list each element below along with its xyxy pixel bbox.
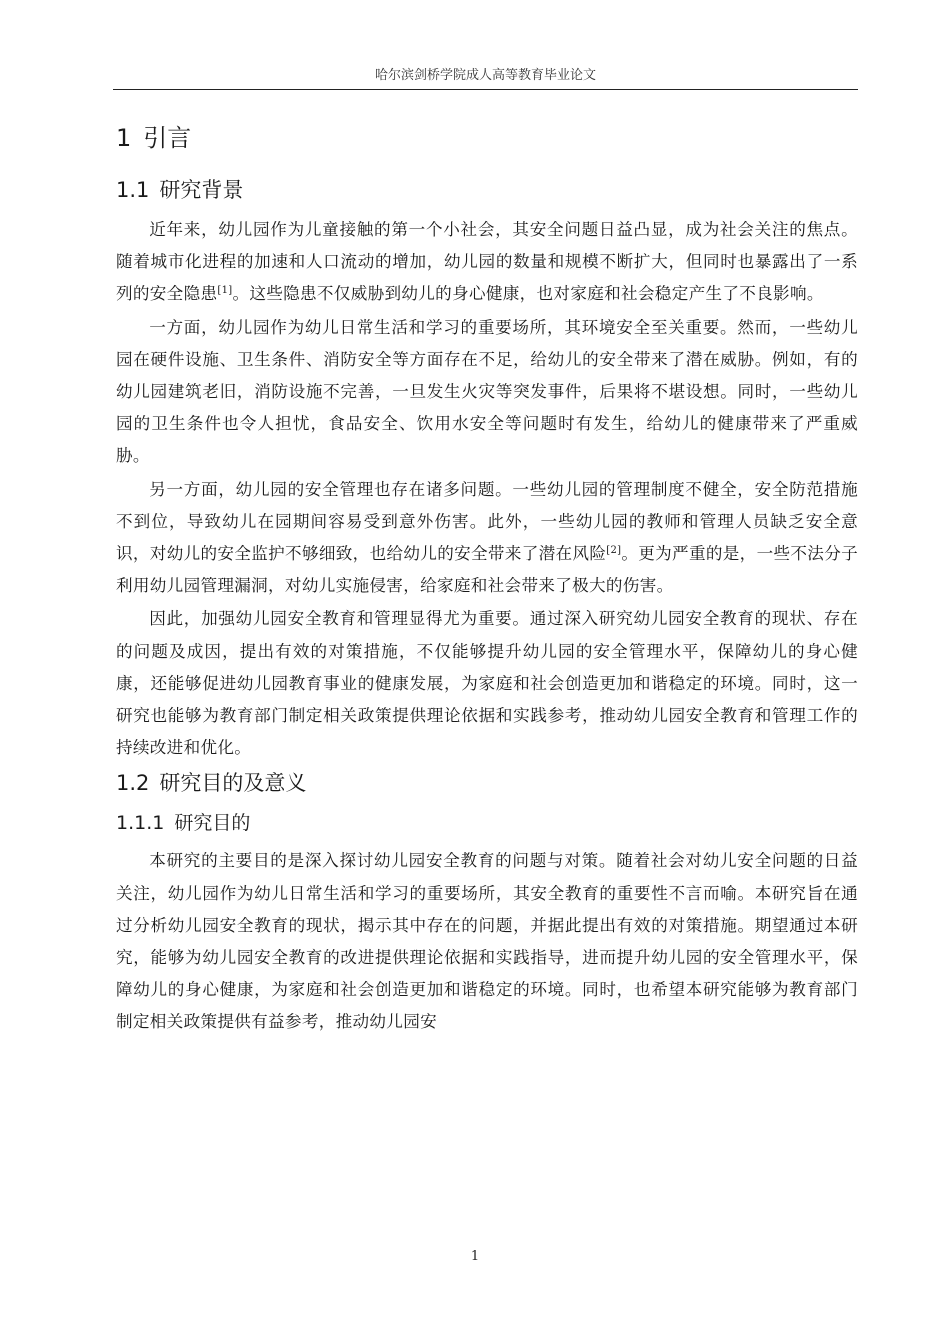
section-title: 研究目的及意义 [159, 771, 307, 796]
subsection-heading-1-1-1 [116, 807, 858, 839]
paragraph-background-2: 一方面，幼儿园作为幼儿日常生活和学习的重要场所，其环境安全至关重要。然而，一些幼儿园在硬件设施、卫生条件、消防安全等方面存在不足，给幼儿的安全带来了潜在威胁。例如，有的幼儿园建筑老旧，消防设施不完善，一旦发生火灾等突发事件，后果将不堪设想。同时，一些幼儿园的卫生条件也令人担忧，食品安全、饮用水安全等问题时有发生，给幼儿的健康带来了严重威胁。 [116, 317, 858, 466]
section-heading-1-2 [116, 765, 858, 801]
section-number: 1.1 [116, 178, 150, 202]
chapter-title: 引言 [143, 124, 192, 152]
citation-ref[interactable]: [1] [217, 285, 233, 297]
subsection-title: 研究目的 [174, 812, 251, 835]
paragraph-text: 另一方面，幼儿园的安全管理也存在诸多问题。一些幼儿园的管理制度不健全，安全防范措施不到位，导致幼儿在园期间容易受到意外伤害。此外，一些幼儿园的教师和管理人员缺乏安全意识，对幼儿的安全监护不够细致，也给幼儿的安全带来了潜在风险 [116, 479, 858, 564]
citation-ref[interactable]: [2] [606, 545, 622, 557]
paragraph-background-4: 因此，加强幼儿园安全教育和管理显得尤为重要。通过深入研究幼儿园安全教育的现状、存在的问题及成因，提出有效的对策措施，不仅能够提升幼儿园的安全管理水平，保障幼儿的身心健康，还能够促进幼儿园教育事业的健康发展，为家庭和社会创造更加和谐稳定的环境。同时，这一研究也能够为教育部门制定相关政策提供理论依据和实践参考，推动幼儿园安全教育和管理工作的持续改进和优化。 [116, 609, 858, 758]
subsection-number: 1.1.1 [116, 812, 165, 835]
paragraph-background-1 [116, 214, 858, 311]
section-heading-1-1 [116, 172, 858, 208]
page-body [116, 118, 858, 1040]
section-title: 研究背景 [159, 178, 244, 202]
paragraph-text: 近年来，幼儿园作为儿童接触的第一个小社会，其安全问题日益凸显，成为社会关注的焦点。随着城市化进程的加速和人口流动的增加，幼儿园的数量和规模不断扩大，但同时也暴露出了一系列的安全隐患 [116, 220, 858, 304]
paragraph-purpose-1: 本研究的主要目的是深入探讨幼儿园安全教育的问题与对策。随着社会对幼儿安全问题的日益关注，幼儿园作为幼儿日常生活和学习的重要场所，其安全教育的重要性不言而喻。本研究旨在通过分析幼儿园安全教育的现状，揭示其中存在的问题，并据此提出有效的对策措施。期望通过本研究，能够为幼儿园安全教育的改进提供理论依据和实践指导，进而提升幼儿园的安全管理水平，保障幼儿的身心健康，为家庭和社会创造更加和谐稳定的环境。同时，也希望本研究能够为教育部门制定相关政策提供有益参考，推动幼儿园安 [116, 851, 858, 1032]
paragraph-text: 。这些隐患不仅威胁到幼儿的身心健康，也对家庭和社会稳定产生了不良影响。 [232, 284, 824, 304]
header-rule [113, 89, 858, 90]
paragraph-text: 。更为严重的是，一些不法分子利用幼儿园管理漏洞，对幼儿实施侵害，给家庭和社会带来了极大的伤害。 [116, 544, 858, 596]
paragraph-background-3 [116, 474, 858, 603]
section-number: 1.2 [116, 771, 150, 796]
chapter-number: 1 [116, 124, 132, 152]
page-number: 1 [470, 1249, 480, 1264]
chapter-heading [116, 118, 858, 158]
running-header: 哈尔滨剑桥学院成人高等教育毕业论文 [374, 68, 596, 83]
